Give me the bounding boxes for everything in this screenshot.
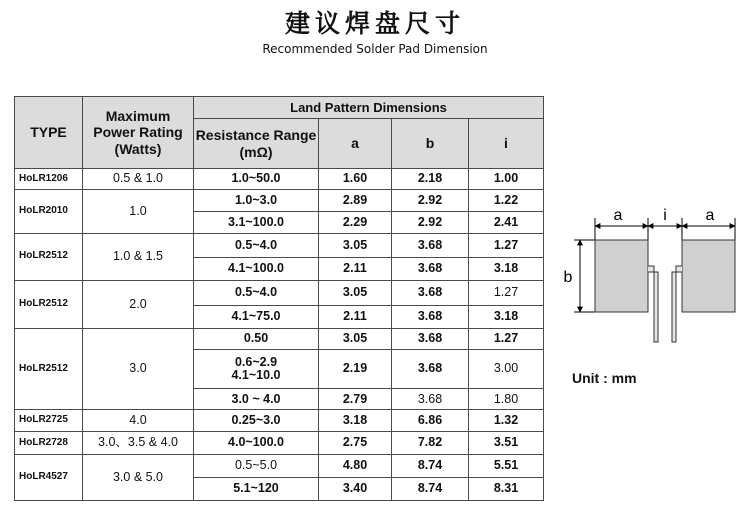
cell-b: 3.68	[392, 257, 469, 280]
cell-a: 3.05	[319, 233, 392, 257]
cell-power-rating: 1.0 & 1.5	[83, 233, 194, 280]
cell-resistance-range: 0.5~4.0	[194, 280, 319, 305]
cell-resistance-range: 4.1~100.0	[194, 257, 319, 280]
table-row	[15, 280, 544, 305]
left-pad	[595, 240, 648, 312]
cell-b: 3.68	[392, 280, 469, 305]
right-terminal	[672, 266, 682, 342]
header-land-pattern: Land Pattern Dimensions	[194, 97, 544, 119]
cell-i: 1.27	[469, 233, 544, 257]
range-line: 0.6~2.9	[234, 354, 278, 369]
unit-label: Unit : mm	[572, 370, 637, 386]
left-terminal	[648, 266, 658, 342]
cell-power-rating: 4.0	[83, 410, 194, 432]
cell-b: 3.68	[392, 305, 469, 328]
cell-power-rating: 0.5 & 1.0	[83, 169, 194, 190]
cell-b: 2.18	[392, 169, 469, 190]
cell-type: HoLR2010	[15, 189, 83, 233]
cell-resistance-range: 4.0~100.0	[194, 432, 319, 455]
header-i: i	[469, 119, 544, 169]
cell-i: 1.80	[469, 389, 544, 410]
cell-a: 4.80	[319, 454, 392, 477]
cell-power-rating: 1.0	[83, 189, 194, 233]
cell-i: 1.27	[469, 328, 544, 349]
cell-resistance-range	[194, 349, 319, 389]
cell-i: 1.27	[469, 280, 544, 305]
cell-a: 3.40	[319, 477, 392, 500]
cell-i: 1.22	[469, 189, 544, 211]
table-row	[15, 454, 544, 477]
cell-a: 2.29	[319, 211, 392, 233]
table-row	[15, 169, 544, 190]
table-row	[15, 328, 544, 349]
cell-a: 3.05	[319, 328, 392, 349]
cell-type: HoLR2512	[15, 233, 83, 280]
cell-a: 1.60	[319, 169, 392, 190]
cell-type: HoLR2725	[15, 410, 83, 432]
cell-b: 7.82	[392, 432, 469, 455]
cell-a: 2.89	[319, 189, 392, 211]
cell-power-rating: 2.0	[83, 280, 194, 328]
cell-i: 2.41	[469, 211, 544, 233]
cell-resistance-range: 3.0 ~ 4.0	[194, 389, 319, 410]
cell-power-rating: 3.0	[83, 328, 194, 409]
cell-b: 2.92	[392, 211, 469, 233]
pad-dimension-table	[14, 96, 544, 501]
cell-i: 5.51	[469, 454, 544, 477]
cell-power-rating: 3.0 & 5.0	[83, 454, 194, 500]
cell-b: 3.68	[392, 349, 469, 389]
cell-a: 2.79	[319, 389, 392, 410]
header-power-rating: Maximum Power Rating (Watts)	[83, 97, 194, 169]
cell-type: HoLR2512	[15, 328, 83, 409]
label-a-left: a	[613, 207, 623, 224]
cell-b: 2.92	[392, 189, 469, 211]
page-subtitle: Recommended Solder Pad Dimension	[262, 42, 488, 56]
right-pad	[682, 240, 735, 312]
cell-i: 1.00	[469, 169, 544, 190]
cell-b: 3.68	[392, 233, 469, 257]
cell-i: 8.31	[469, 477, 544, 500]
label-a-right: a	[705, 207, 715, 224]
cell-i: 3.18	[469, 305, 544, 328]
page-title: 建议焊盘尺寸	[284, 9, 465, 38]
cell-power-rating: 3.0、3.5 & 4.0	[83, 432, 194, 455]
cell-resistance-range: 1.0~3.0	[194, 189, 319, 211]
cell-resistance-range: 0.25~3.0	[194, 410, 319, 432]
cell-type: HoLR4527	[15, 454, 83, 500]
cell-resistance-range: 4.1~75.0	[194, 305, 319, 328]
cell-type: HoLR2512	[15, 280, 83, 328]
cell-b: 3.68	[392, 389, 469, 410]
cell-type: HoLR2728	[15, 432, 83, 455]
cell-resistance-range: 3.1~100.0	[194, 211, 319, 233]
header-b: b	[392, 119, 469, 169]
label-i: i	[663, 207, 667, 224]
cell-resistance-range: 1.0~50.0	[194, 169, 319, 190]
cell-a: 2.11	[319, 257, 392, 280]
cell-i: 1.32	[469, 410, 544, 432]
cell-i: 3.51	[469, 432, 544, 455]
cell-resistance-range: 0.5~4.0	[194, 233, 319, 257]
range-line: 4.1~10.0	[231, 367, 281, 382]
cell-b: 8.74	[392, 454, 469, 477]
cell-resistance-range: 5.1~120	[194, 477, 319, 500]
table-row	[15, 432, 544, 455]
cell-a: 3.05	[319, 280, 392, 305]
header-resistance-range: Resistance Range (mΩ)	[194, 119, 319, 169]
header-a: a	[319, 119, 392, 169]
cell-b: 8.74	[392, 477, 469, 500]
cell-a: 2.19	[319, 349, 392, 389]
table-row	[15, 233, 544, 257]
cell-a: 2.11	[319, 305, 392, 328]
cell-resistance-range: 0.5~5.0	[194, 454, 319, 477]
cell-type: HoLR1206	[15, 169, 83, 190]
cell-b: 6.86	[392, 410, 469, 432]
header-type: TYPE	[15, 97, 83, 169]
pad-layout-diagram	[560, 200, 740, 350]
table-row	[15, 410, 544, 432]
table-row	[15, 189, 544, 211]
cell-b: 3.68	[392, 328, 469, 349]
cell-resistance-range: 0.50	[194, 328, 319, 349]
table-body	[15, 169, 544, 501]
cell-i: 3.18	[469, 257, 544, 280]
label-b: b	[563, 269, 573, 286]
cell-a: 2.75	[319, 432, 392, 455]
cell-i: 3.00	[469, 349, 544, 389]
cell-a: 3.18	[319, 410, 392, 432]
